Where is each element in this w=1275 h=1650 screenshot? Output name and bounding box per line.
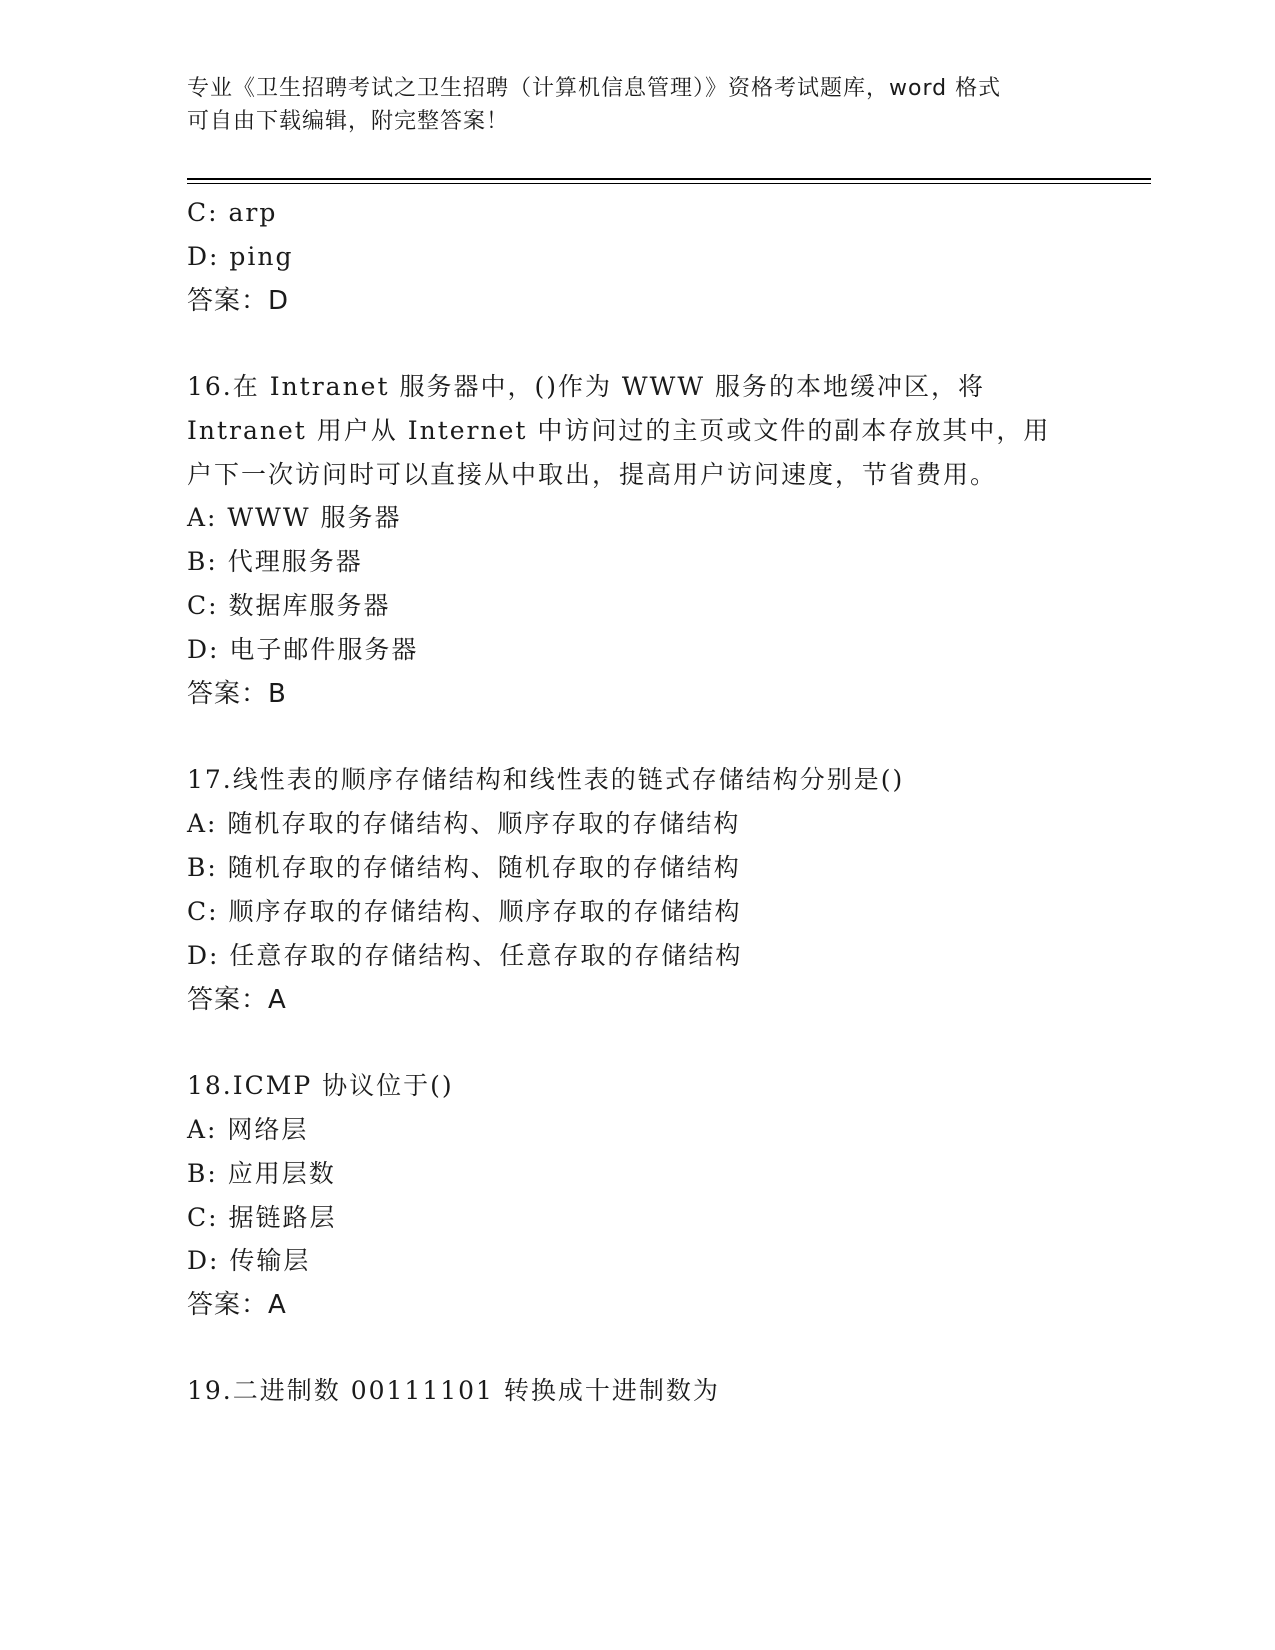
question-16-option-c: C: 数据库服务器 [187,591,391,620]
question-18-option-b: B: 应用层数 [187,1159,336,1188]
question-17-stem: 17.线性表的顺序存储结构和线性表的链式存储结构分别是() [187,765,905,794]
question-16-stem-line-3: 户下一次访问时可以直接从中取出，提高用户访问速度，节省费用。 [187,460,998,489]
header-line-1: 专业《卫生招聘考试之卫生招聘（计算机信息管理）》资格考试题库，word 格式 [187,76,1002,101]
question-16-stem-line-2: Intranet 用户从 Internet 中访问过的主页或文件的副本存放其中，用 [187,416,1051,445]
answer-line: 答案：D [187,286,290,316]
question-17-option-c: C: 顺序存取的存储结构、顺序存取的存储结构 [187,897,742,926]
question-16-option-b: B: 代理服务器 [187,547,363,576]
header-line-2: 可自由下载编辑，附完整答案！ [187,109,510,134]
question-18-option-a: A: 网络层 [187,1115,309,1144]
question-16-answer: 答案：B [187,679,287,709]
question-18-option-d: D: 传输层 [187,1246,311,1275]
question-16-option-a: A: WWW 服务器 [187,503,402,532]
question-16-option-d: D: 电子邮件服务器 [187,635,419,664]
document-header [187,72,1087,138]
question-17-option-a: A: 随机存取的存储结构、顺序存取的存储结构 [187,809,741,838]
question-17-answer: 答案：A [187,985,287,1015]
question-18-answer: 答案：A [187,1290,287,1320]
question-17-option-b: B: 随机存取的存储结构、随机存取的存储结构 [187,853,741,882]
header-divider-thick [187,178,1151,180]
question-19-stem: 19.二进制数 00111101 转换成十进制数为 [187,1376,720,1405]
question-18-option-c: C: 据链路层 [187,1203,337,1232]
option-d: D: ping [187,242,294,271]
header-divider-thin [187,183,1151,184]
question-16-stem-line-1: 16.在 Intranet 服务器中，()作为 WWW 服务的本地缓冲区，将 [187,372,985,401]
option-c: C: arp [187,198,278,227]
question-17-option-d: D: 任意存取的存储结构、任意存取的存储结构 [187,941,743,970]
question-18-stem: 18.ICMP 协议位于() [187,1071,454,1100]
